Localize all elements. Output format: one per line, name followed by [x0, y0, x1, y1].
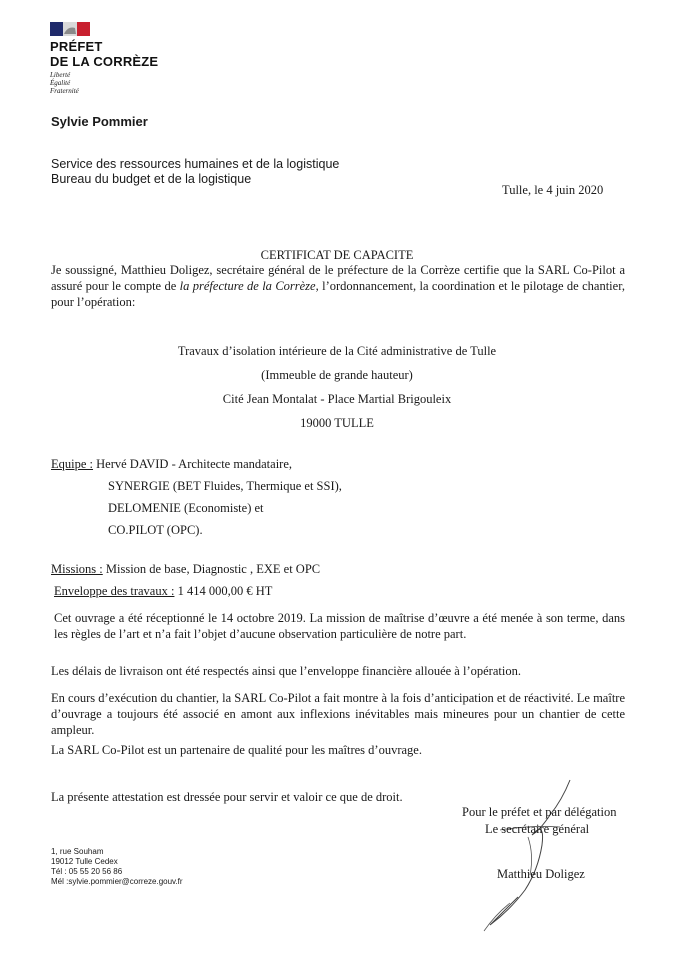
budget-label: Enveloppe des travaux : — [54, 584, 175, 598]
motto-fraternite: Fraternité — [50, 87, 79, 95]
signatory-name: Matthieu Doligez — [497, 867, 585, 881]
project-title: Travaux d’isolation intérieure de la Cité administrative de Tulle — [177, 344, 497, 358]
prefecture-name-line1: PRÉFET — [50, 39, 103, 54]
address-city: 19012 Tulle Cedex — [51, 857, 118, 866]
bureau-name: Bureau du budget et de la logistique — [51, 172, 252, 186]
intro-text-b: l’ordonnancement, la coordination et le pilotage de chantier, pour l’opération: — [51, 279, 625, 309]
partner-paragraph: La SARL Co-Pilot est un partenaire de qualité pour les maîtres d’ouvrage. — [51, 743, 422, 757]
project-city: 19000 TULLE — [300, 416, 374, 430]
missions-label: Missions : — [51, 562, 103, 576]
address-email: Mél :sylvie.pommier@correze.gouv.fr — [51, 877, 183, 886]
service-name: Service des ressources humaines et de la logistique — [51, 157, 340, 171]
team-member-bet: SYNERGIE (BET Fluides, Thermique et SSI), — [108, 479, 342, 493]
intro-text-a: Je soussigné, Matthieu Doligez, secrétaire général de le préfecture de la Corrèze certifie que la SARL Co-Pilot a assuré pour le compte de — [51, 263, 625, 293]
author-name: Sylvie Pommier — [51, 114, 148, 129]
republic-motto — [50, 71, 79, 95]
team-line-1 — [51, 457, 292, 472]
document-date: Tulle, le 4 juin 2020 — [502, 183, 604, 197]
project-subtitle: (Immeuble de grande hauteur) — [261, 368, 413, 382]
address-street: 1, rue Souham — [51, 847, 104, 856]
marianne-logo-icon — [50, 22, 90, 36]
budget-line — [54, 584, 272, 599]
intro-paragraph — [51, 262, 625, 310]
missions-line — [51, 562, 320, 577]
motto-liberte: Liberté — [50, 71, 71, 79]
document-title: CERTIFICAT DE CAPACITE — [260, 248, 414, 262]
handwritten-signature — [470, 775, 610, 935]
intro-text-italic: la préfecture de la Corrèze, — [179, 279, 319, 293]
team-label: Equipe : — [51, 457, 94, 471]
execution-paragraph: En cours d’exécution du chantier, la SARL Co-Pilot a fait montre à la fois d’anticipation et de réactivité. Le maître d’ouvrage a toujours été associé en amont aux inflexions inévitables mais mineures pour un chantier de cette ampleur. — [51, 691, 625, 737]
address-phone: Tél : 05 55 20 56 86 — [51, 867, 123, 876]
signature-delegation: Pour le préfet et par délégation — [462, 805, 617, 819]
missions-value: Mission de base, Diagnostic , EXE et OPC — [105, 562, 321, 576]
closing-paragraph: La présente attestation est dressée pour servir et valoir ce que de droit. — [51, 790, 403, 804]
reception-paragraph: Cet ouvrage a été réceptionné le 14 octobre 2019. La mission de maîtrise d’œuvre a été menée à son terme, dans les règles de l’art et n’a fait l’objet d’aucune observation particulière de notre part. — [54, 611, 625, 641]
signature-role: Le secrétaire général — [485, 822, 590, 836]
budget-value: 1 414 000,00 € HT — [177, 584, 273, 598]
motto-egalite: Égalité — [50, 79, 71, 87]
project-address: Cité Jean Montalat - Place Martial Brigouleix — [222, 392, 452, 406]
team-member-opc: CO.PILOT (OPC). — [108, 523, 203, 537]
deadlines-paragraph: Les délais de livraison ont été respectés ainsi que l’enveloppe financière allouée à l’opération. — [51, 664, 521, 678]
team-member-architect: Hervé DAVID - Architecte mandataire, — [96, 457, 293, 471]
prefecture-name-line2: DE LA CORRÈZE — [50, 54, 159, 69]
team-member-economist: DELOMENIE (Economiste) et — [108, 501, 264, 515]
